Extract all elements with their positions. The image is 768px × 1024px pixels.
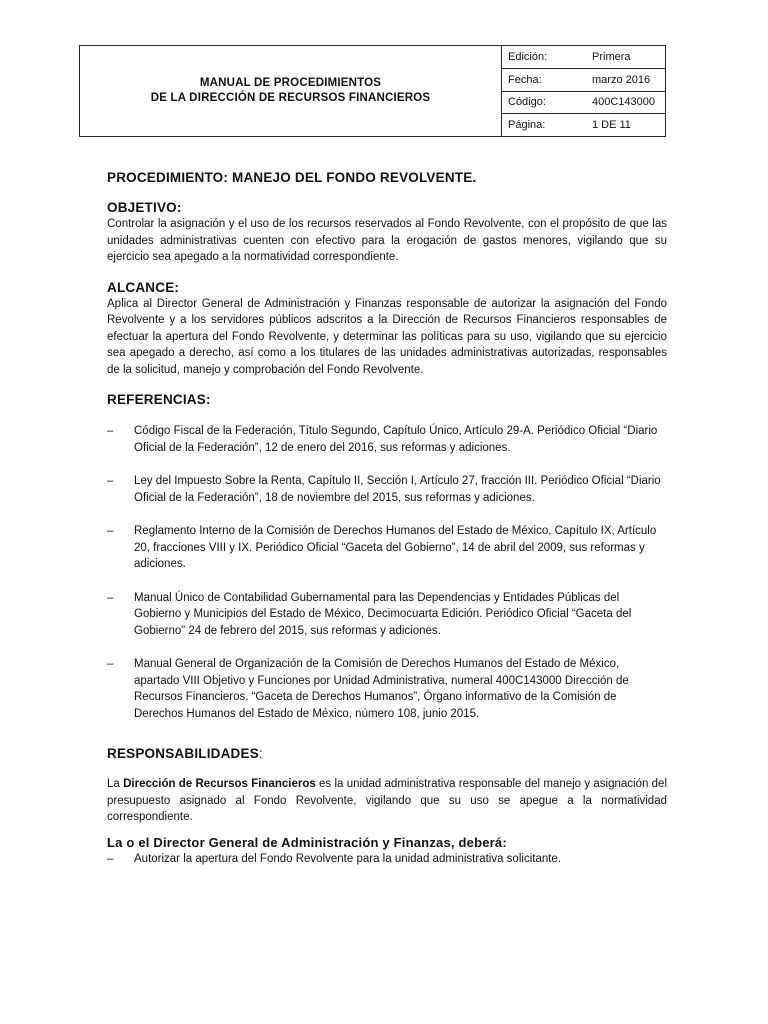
list-item <box>107 590 667 640</box>
dash-bullet: – <box>107 475 114 487</box>
document-body <box>107 170 667 867</box>
objetivo-text: Controlar la asignación y el uso de los recursos reservados al Fondo Revolvente, con el propósito de que las unidades administrativas cuenten con efectivo para la erogación de gastos menores, vigilando que su ejercicio sea apegado a la normatividad correspondiente. <box>107 218 667 263</box>
list-item <box>107 523 667 573</box>
dash-bullet: – <box>107 525 114 537</box>
responsabilidades-heading <box>107 746 667 761</box>
header-metadata <box>502 46 665 136</box>
metadata-key: Código: <box>508 96 546 109</box>
responsabilidades-heading-text: RESPONSABILIDADES <box>107 746 259 761</box>
manual-title <box>80 46 502 136</box>
metadata-key: Edición: <box>508 50 548 63</box>
metadata-row-pagina <box>502 114 665 136</box>
reference-text: Ley del Impuesto Sobre la Renta, Capítulo II, Sección I, Artículo 27, fracción III. Periódico Oficial “Diario Oficial de la Federación”, 18 de noviembre del 2015, sus reformas y adiciones. <box>134 475 661 504</box>
metadata-key: Página: <box>508 119 546 132</box>
intro-bold-unit: Dirección de Recursos Financieros <box>123 778 316 790</box>
manual-title-line2: DE LA DIRECCIÓN DE RECURSOS FINANCIEROS <box>150 92 431 104</box>
reference-text: Código Fiscal de la Federación, Título Segundo, Capítulo Único, Artículo 29-A. Periódico Oficial “Diario Oficial de la Federación”, 12 de enero del 2016, sus reformas y adiciones. <box>134 425 658 454</box>
metadata-value: 1 DE 11 <box>592 119 631 132</box>
reference-text: Reglamento Interno de la Comisión de Derechos Humanos del Estado de México, Capítulo IX, Artículo 20, fracciones VIII y IX. Periódico Oficial “Gaceta del Gobierno”, 14 de abril del 2009, sus reformas y adiciones. <box>134 525 657 570</box>
referencias-heading: REFERENCIAS: <box>107 392 211 407</box>
references-list <box>107 423 667 722</box>
manual-title-line1: MANUAL DE PROCEDIMIENTOS <box>199 77 382 89</box>
objetivo-heading: OBJETIVO: <box>107 200 182 215</box>
responsabilidades-intro <box>107 776 667 826</box>
reference-text: Manual General de Organización de la Comisión de Derechos Humanos del Estado de México, apartado VIII Objetivo y Funciones por Unidad Administrativa, numeral 400C143000 Dirección de Recursos Financieros. “Gaceta de Derechos Humanos”, Órgano informativo de la Comisión de Derechos Humanos del Estado de México, número 108, junio 2015. <box>134 658 629 720</box>
alcance-heading: ALCANCE: <box>107 279 180 295</box>
list-item <box>107 473 667 506</box>
procedure-title: PROCEDIMIENTO: MANEJO DEL FONDO REVOLVENTE. <box>107 170 477 185</box>
director-subheading: La o el Director General de Administración y Finanzas, deberá: <box>107 834 507 850</box>
metadata-value: marzo 2016 <box>592 73 651 86</box>
list-item <box>107 656 667 722</box>
metadata-row-fecha <box>502 69 665 92</box>
intro-rest: es la unidad administrativa responsable del manejo y asignación del presupuesto asignado al Fondo Revolvente, vigilando que su uso se apegue a la normatividad correspondiente. <box>107 778 667 823</box>
intro-prefix: La <box>107 778 124 790</box>
reference-text: Manual Único de Contabilidad Gubernamental para las Dependencias y Entidades Públicas del Gobierno y Municipios del Estado de México, Decimocuarta Edición. Periódico Oficial “Gaceta del Gobierno” 24 de febrero del 2015, sus reformas y adiciones. <box>134 591 632 637</box>
list-item <box>107 423 667 456</box>
list-item <box>107 851 667 868</box>
metadata-row-edicion <box>502 46 665 69</box>
metadata-key: Fecha: <box>508 73 542 86</box>
responsibility-text: Autorizar la apertura del Fondo Revolvente para la unidad administrativa solicitante. <box>134 852 562 865</box>
metadata-value: 400C143000 <box>592 96 656 109</box>
dash-bullet: – <box>107 852 114 865</box>
metadata-row-codigo <box>502 92 665 115</box>
dash-bullet: – <box>107 425 114 437</box>
dash-bullet: – <box>107 658 114 670</box>
dash-bullet: – <box>107 591 114 604</box>
heading-colon: : <box>258 746 263 761</box>
metadata-value: Primera <box>592 50 631 63</box>
alcance-text: Aplica al Director General de Administración y Finanzas responsable de autorizar la asignación del Fondo Revolvente y a los servidores públicos adscritos a la Dirección de Recursos Financieros responsables de efectuar la apertura del Fondo Revolvente, y determinar las políticas para su uso, vigilando que su ejercicio sea apegado a derecho, así como a los titulares de las unidades administrativas autorizadas, responsables de la solicitud, manejo y comprobación del Fondo Revolvente. <box>107 297 667 376</box>
responsibilities-list <box>107 851 667 868</box>
document-header <box>79 45 666 137</box>
